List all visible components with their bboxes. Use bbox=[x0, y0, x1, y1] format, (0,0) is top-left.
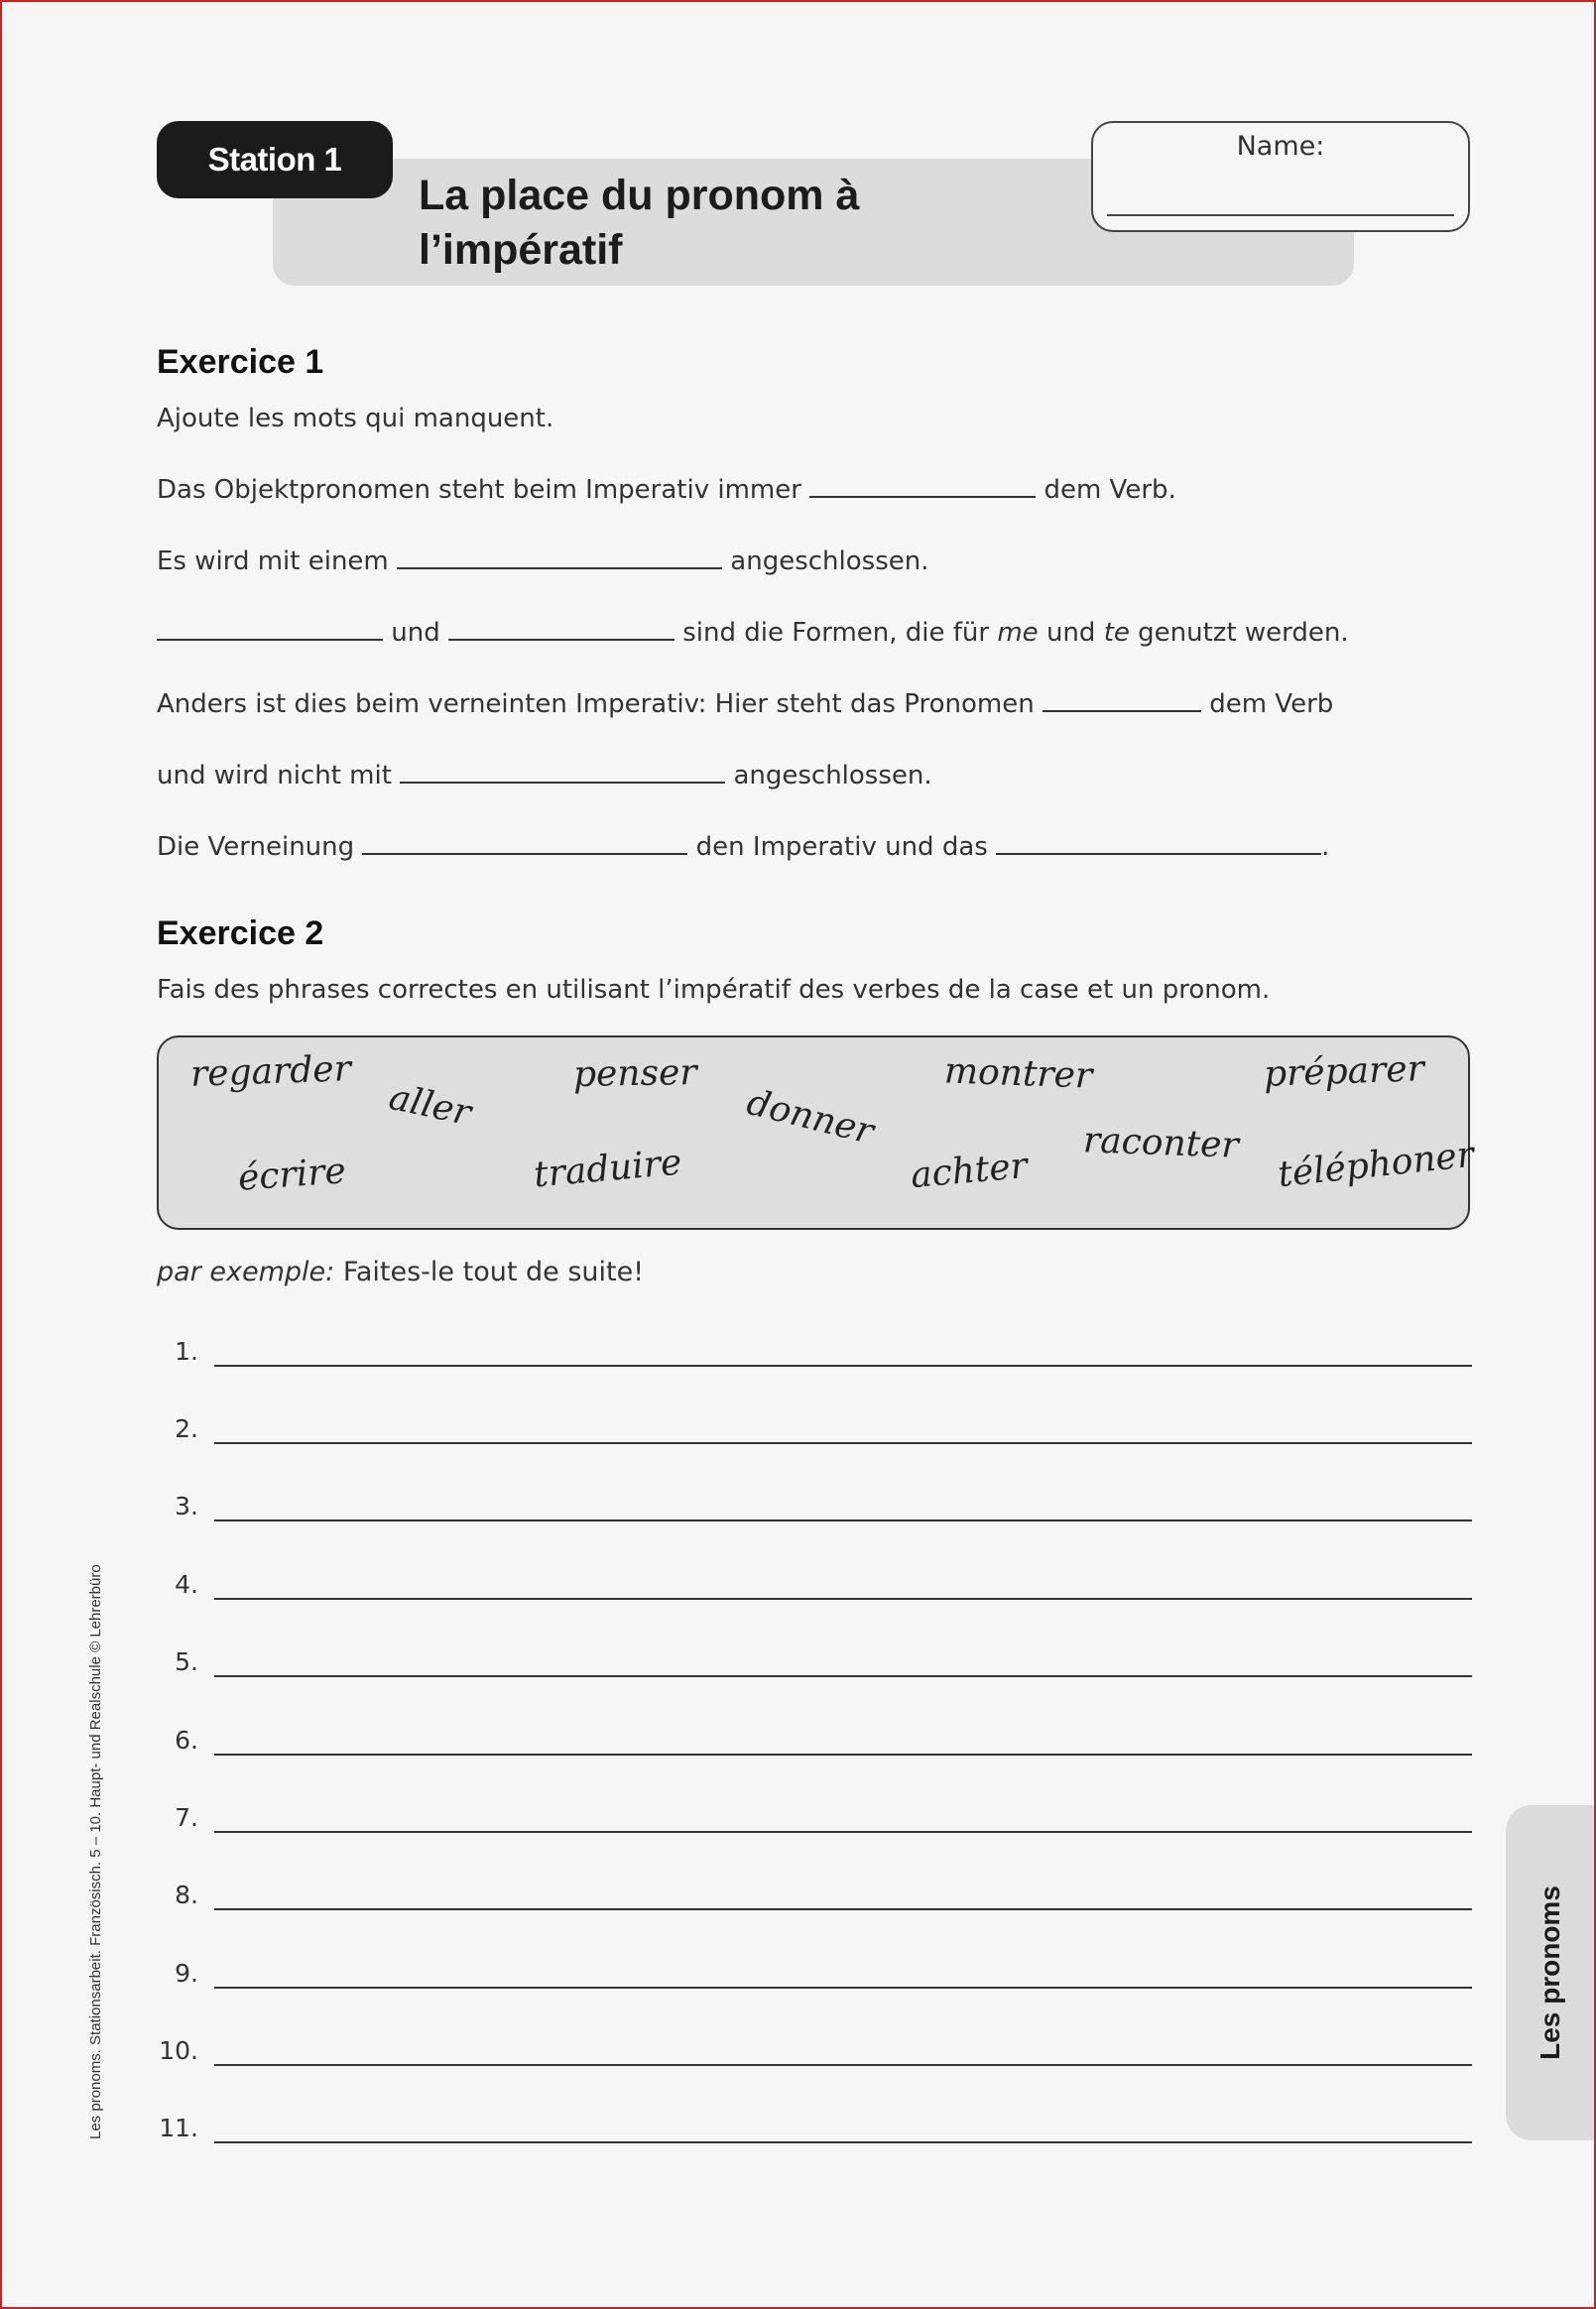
sentence-text: dem Verb bbox=[1209, 689, 1334, 719]
sentence-text: angeschlossen. bbox=[733, 761, 932, 790]
answer-line[interactable] bbox=[214, 1598, 1472, 1600]
answer-line[interactable] bbox=[214, 1442, 1472, 1444]
answer-number: 8. bbox=[175, 1881, 198, 1909]
exercise2-heading: Exercice 2 bbox=[157, 914, 324, 952]
name-write-line[interactable] bbox=[1107, 214, 1454, 216]
answer-row-4 bbox=[151, 1570, 1472, 1610]
answer-row-10 bbox=[151, 2036, 1472, 2076]
example-text: Faites-le tout de suite! bbox=[342, 1257, 645, 1287]
answer-number: 10. bbox=[159, 2036, 198, 2065]
answer-line[interactable] bbox=[214, 2141, 1472, 2143]
answer-number: 9. bbox=[175, 1959, 198, 1988]
blank-field[interactable] bbox=[362, 833, 687, 855]
sentence-text: dem Verb. bbox=[1044, 475, 1176, 505]
verb-word: achter bbox=[909, 1145, 1030, 1197]
blank-field[interactable] bbox=[1043, 690, 1201, 712]
exercise1-sentence-5 bbox=[157, 761, 932, 790]
sentence-text: und bbox=[391, 618, 440, 648]
exercise1-heading: Exercice 1 bbox=[157, 343, 324, 381]
station-badge: Station 1 bbox=[157, 121, 393, 198]
verb-word: téléphoner bbox=[1276, 1134, 1476, 1196]
copyright-credit: Les pronoms. Stationsarbeit. Französisch. 5 – 10. Haupt- und Realschule © Lehrerbüro bbox=[87, 1564, 104, 2139]
exercise1-sentence-3 bbox=[157, 618, 1349, 648]
sentence-text: Das Objektpronomen steht beim Imperativ immer bbox=[157, 475, 801, 505]
sentence-text: sind die Formen, die für bbox=[682, 618, 990, 648]
verb-word: écrire bbox=[236, 1151, 348, 1199]
name-box bbox=[1091, 121, 1470, 232]
answer-line[interactable] bbox=[214, 2064, 1472, 2066]
verb-word: penser bbox=[572, 1051, 697, 1096]
section-tab bbox=[1506, 1805, 1595, 2140]
answer-line[interactable] bbox=[214, 1754, 1472, 1756]
verb-word: aller bbox=[385, 1076, 475, 1135]
verb-word: donner bbox=[742, 1081, 878, 1154]
blank-field[interactable] bbox=[400, 762, 725, 784]
answer-line[interactable] bbox=[214, 1908, 1472, 1910]
sentence-text: und bbox=[1045, 618, 1096, 648]
sentence-text: Es wird mit einem bbox=[157, 547, 389, 576]
example-sentence bbox=[157, 1257, 644, 1287]
title-line-2: l’impératif bbox=[419, 226, 623, 274]
exercise2-instruction: Fais des phrases correctes en utilisant l’impératif des verbes de la case et un pronom. bbox=[157, 975, 1271, 1005]
verb-word: montrer bbox=[943, 1050, 1093, 1097]
sentence-text: den Imperativ und das bbox=[695, 832, 988, 862]
answer-line[interactable] bbox=[214, 1365, 1472, 1367]
answer-number: 6. bbox=[175, 1726, 198, 1755]
answer-number: 2. bbox=[175, 1414, 198, 1443]
title-line-1: La place du pronom à bbox=[419, 172, 860, 219]
answer-number: 1. bbox=[175, 1337, 198, 1366]
exercise1-sentence-1 bbox=[157, 475, 1176, 505]
section-tab-label: Les pronoms bbox=[1535, 1885, 1565, 2060]
exercise1-sentence-4 bbox=[157, 689, 1333, 719]
verb-word: raconter bbox=[1082, 1120, 1240, 1166]
exercise1-instruction: Ajoute les mots qui manquent. bbox=[157, 404, 554, 433]
answer-number: 7. bbox=[175, 1803, 198, 1832]
answer-row-5 bbox=[151, 1647, 1472, 1687]
answer-line[interactable] bbox=[214, 1519, 1472, 1521]
answer-line[interactable] bbox=[214, 1987, 1472, 1989]
answer-number: 11. bbox=[159, 2114, 198, 2142]
answer-row-7 bbox=[151, 1803, 1472, 1843]
exercise1-sentence-2 bbox=[157, 547, 929, 576]
verb-word: traduire bbox=[532, 1142, 683, 1196]
answer-number: 3. bbox=[175, 1492, 198, 1520]
answer-line[interactable] bbox=[214, 1675, 1472, 1677]
blank-field[interactable] bbox=[157, 619, 383, 641]
answer-row-8 bbox=[151, 1881, 1472, 1920]
sentence-italic: te bbox=[1103, 618, 1130, 648]
answer-row-11 bbox=[151, 2114, 1472, 2153]
answer-row-9 bbox=[151, 1959, 1472, 1999]
verb-box bbox=[157, 1035, 1476, 1230]
sentence-text: . bbox=[1321, 832, 1330, 862]
sentence-italic: me bbox=[997, 618, 1039, 648]
blank-field[interactable] bbox=[996, 833, 1321, 855]
answer-row-6 bbox=[151, 1726, 1472, 1765]
blank-field[interactable] bbox=[397, 547, 722, 569]
verb-word: préparer bbox=[1263, 1048, 1425, 1095]
sentence-text: Anders ist dies beim verneinten Imperativ: Hier steht das Pronomen bbox=[157, 689, 1035, 719]
answer-number: 4. bbox=[175, 1570, 198, 1599]
exercise1-sentence-6 bbox=[157, 832, 1329, 862]
example-label: par exemple: bbox=[157, 1257, 335, 1287]
sentence-text: angeschlossen. bbox=[730, 547, 929, 576]
sentence-text: und wird nicht mit bbox=[157, 761, 392, 790]
sentence-text: Die Verneinung bbox=[157, 832, 355, 862]
answer-row-1 bbox=[151, 1337, 1472, 1377]
blank-field[interactable] bbox=[809, 476, 1036, 498]
answer-row-3 bbox=[151, 1492, 1472, 1531]
answer-number: 5. bbox=[175, 1647, 198, 1676]
name-label: Name: bbox=[1236, 131, 1325, 162]
answer-row-2 bbox=[151, 1414, 1472, 1454]
sentence-text: genutzt werden. bbox=[1138, 618, 1349, 648]
answer-line[interactable] bbox=[214, 1831, 1472, 1833]
page-title bbox=[419, 169, 974, 278]
blank-field[interactable] bbox=[448, 619, 675, 641]
verb-word: regarder bbox=[189, 1048, 352, 1095]
